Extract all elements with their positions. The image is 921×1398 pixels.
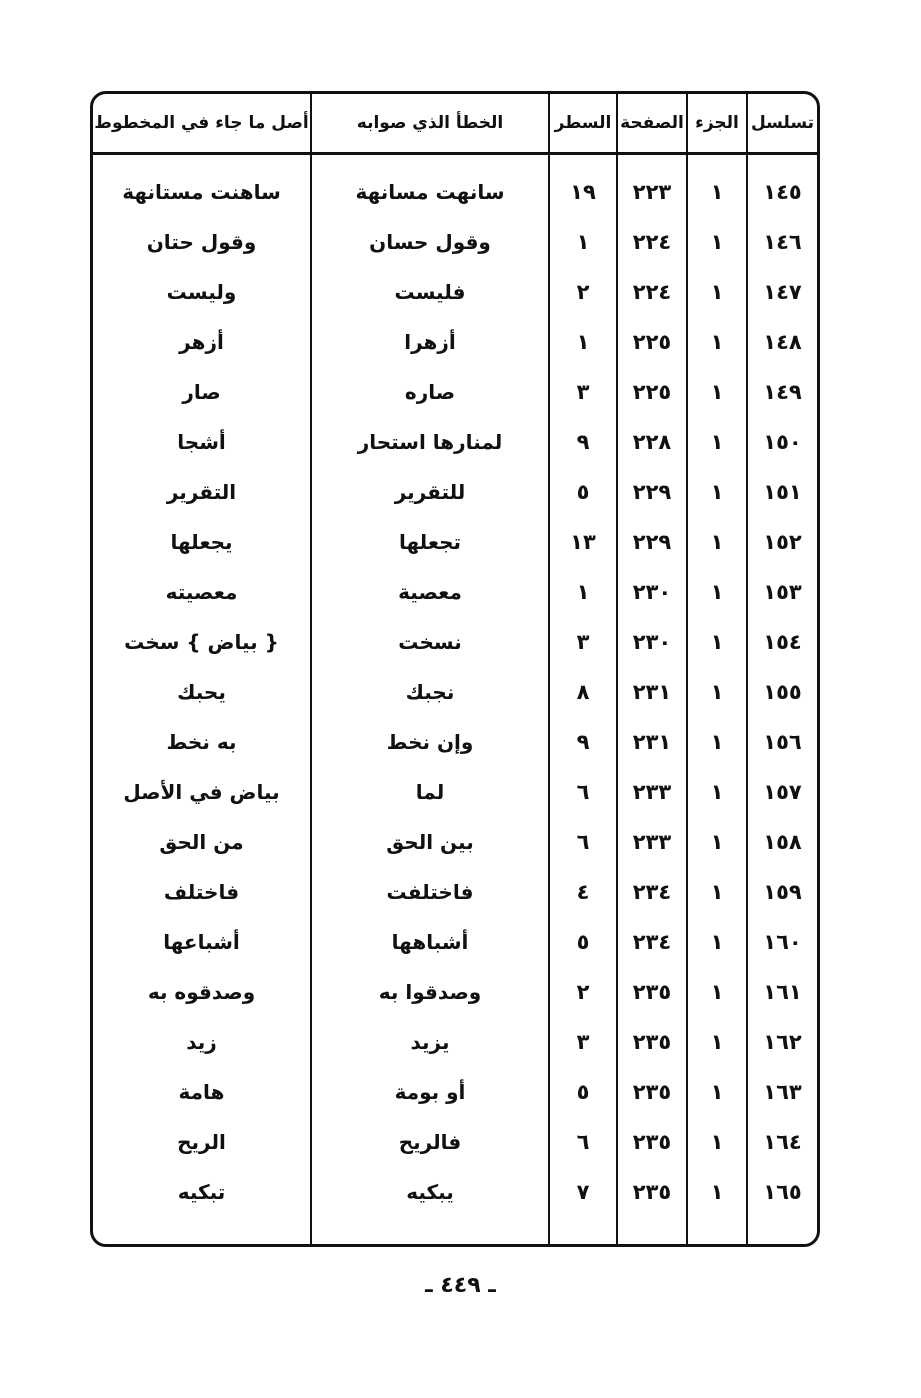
page-number: ـ ٤٤٩ ـ xyxy=(425,1273,496,1298)
table-row xyxy=(93,717,817,767)
cell-serial: ١٤٧ xyxy=(747,267,817,317)
table-row xyxy=(93,317,817,367)
cell-serial: ١٤٥ xyxy=(747,167,817,217)
cell-original: يحبك xyxy=(177,680,226,704)
cell-page: ٢٣٤ xyxy=(617,917,687,967)
cell-original: أزهر xyxy=(179,330,224,354)
table-row xyxy=(93,217,817,267)
cell-correct: أزهرا xyxy=(311,317,549,367)
cell-serial: ١٥٨ xyxy=(747,817,817,867)
cell-line: ٢ xyxy=(549,267,617,317)
header-correct: الخطأ الذي صوابه xyxy=(311,94,549,154)
cell-page: ٢٣٥ xyxy=(617,1167,687,1217)
cell-original: وقول حتان xyxy=(146,230,257,254)
cell-original: معصيته xyxy=(165,580,238,604)
cell-serial: ١٦٢ xyxy=(747,1017,817,1067)
cell-part: ١ xyxy=(687,967,747,1017)
cell-page: ٢٣١ xyxy=(617,717,687,767)
cell-correct: لما xyxy=(311,767,549,817)
table-row xyxy=(93,367,817,417)
cell-line: ٦ xyxy=(549,767,617,817)
cell-original: { بياض } سخت xyxy=(124,630,279,654)
cell-correct: فليست xyxy=(311,267,549,317)
cell-line: ٩ xyxy=(549,717,617,767)
cell-correct: نسخت xyxy=(311,617,549,667)
cell-correct: أو بومة xyxy=(311,1067,549,1117)
cell-line: ٧ xyxy=(549,1167,617,1217)
header-page: الصفحة xyxy=(617,94,687,154)
cell-line: ٥ xyxy=(549,467,617,517)
cell-part: ١ xyxy=(687,617,747,667)
cell-page: ٢٣٣ xyxy=(617,817,687,867)
table-row xyxy=(93,767,817,817)
cell-line: ٨ xyxy=(549,667,617,717)
cell-original: صار xyxy=(182,380,221,404)
cell-serial: ١٥٣ xyxy=(747,567,817,617)
cell-serial: ١٥١ xyxy=(747,467,817,517)
cell-correct: أشباهها xyxy=(311,917,549,967)
cell-line: ٢ xyxy=(549,967,617,1017)
cell-part: ١ xyxy=(687,217,747,267)
cell-part: ١ xyxy=(687,167,747,217)
cell-part: ١ xyxy=(687,517,747,567)
cell-page: ٢٣١ xyxy=(617,667,687,717)
cell-original: بياض في الأصل xyxy=(123,780,280,804)
table-bottom-spacer xyxy=(93,1217,817,1244)
cell-original: به نخط xyxy=(166,730,237,754)
cell-line: ٣ xyxy=(549,1017,617,1067)
cell-page: ٢٢٩ xyxy=(617,467,687,517)
table-row xyxy=(93,967,817,1017)
cell-line: ١٣ xyxy=(549,517,617,567)
cell-page: ٢٣٥ xyxy=(617,967,687,1017)
table-row xyxy=(93,517,817,567)
cell-line: ٣ xyxy=(549,617,617,667)
cell-page: ٢٣٥ xyxy=(617,1067,687,1117)
cell-serial: ١٦١ xyxy=(747,967,817,1017)
cell-line: ٦ xyxy=(549,817,617,867)
table-row xyxy=(93,417,817,467)
cell-original: يجعلها xyxy=(170,530,233,554)
cell-page: ٢٣٣ xyxy=(617,767,687,817)
cell-original: تبكيه xyxy=(177,1180,226,1204)
cell-serial: ١٤٩ xyxy=(747,367,817,417)
cell-line: ١٩ xyxy=(549,167,617,217)
table-row xyxy=(93,1167,817,1217)
cell-part: ١ xyxy=(687,1167,747,1217)
cell-part: ١ xyxy=(687,467,747,517)
cell-line: ٥ xyxy=(549,917,617,967)
cell-correct: معصية xyxy=(311,567,549,617)
cell-part: ١ xyxy=(687,317,747,367)
cell-original: التقرير xyxy=(166,480,237,504)
cell-original: ساهنت مستانهة xyxy=(122,180,281,204)
cell-page: ٢٣٠ xyxy=(617,567,687,617)
table-row xyxy=(93,567,817,617)
cell-correct: فاختلفت xyxy=(311,867,549,917)
cell-serial: ١٥٠ xyxy=(747,417,817,467)
cell-correct: سانهت مسانهة xyxy=(311,167,549,217)
cell-original: فاختلف xyxy=(163,880,240,904)
cell-serial: ١٦٣ xyxy=(747,1067,817,1117)
cell-page: ٢٣٤ xyxy=(617,867,687,917)
cell-correct: للتقرير xyxy=(311,467,549,517)
cell-page: ٢٢٥ xyxy=(617,367,687,417)
header-part: الجزء xyxy=(687,94,747,154)
cell-page: ٢٢٤ xyxy=(617,217,687,267)
cell-serial: ١٥٤ xyxy=(747,617,817,667)
cell-line: ١ xyxy=(549,217,617,267)
cell-part: ١ xyxy=(687,867,747,917)
cell-original: من الحق xyxy=(159,830,244,854)
cell-serial: ١٥٩ xyxy=(747,867,817,917)
cell-page: ٢٣٥ xyxy=(617,1017,687,1067)
table-row xyxy=(93,817,817,867)
cell-serial: ١٥٢ xyxy=(747,517,817,567)
cell-part: ١ xyxy=(687,917,747,967)
cell-original: أشجا xyxy=(177,430,226,454)
cell-part: ١ xyxy=(687,767,747,817)
cell-line: ٦ xyxy=(549,1117,617,1167)
cell-line: ١ xyxy=(549,567,617,617)
cell-original: وصدقوه به xyxy=(147,980,256,1004)
cell-correct: وإن نخط xyxy=(311,717,549,767)
cell-page: ٢٢٤ xyxy=(617,267,687,317)
cell-line: ٥ xyxy=(549,1067,617,1117)
table-row xyxy=(93,1067,817,1117)
cell-part: ١ xyxy=(687,1067,747,1117)
table-header-row xyxy=(93,94,817,154)
cell-correct: وقول حسان xyxy=(311,217,549,267)
cell-correct: بين الحق xyxy=(311,817,549,867)
cell-correct: صاره xyxy=(311,367,549,417)
cell-original: الريح xyxy=(177,1130,226,1154)
cell-part: ١ xyxy=(687,1017,747,1067)
cell-serial: ١٥٧ xyxy=(747,767,817,817)
cell-part: ١ xyxy=(687,667,747,717)
cell-part: ١ xyxy=(687,267,747,317)
errata-table xyxy=(93,94,817,1244)
cell-page: ٢٢٥ xyxy=(617,317,687,367)
table-row xyxy=(93,1117,817,1167)
cell-page: ٢٢٣ xyxy=(617,167,687,217)
cell-part: ١ xyxy=(687,367,747,417)
header-serial: تسلسل xyxy=(747,94,817,154)
cell-serial: ١٦٠ xyxy=(747,917,817,967)
table-row xyxy=(93,617,817,667)
cell-original: هامة xyxy=(178,1080,225,1104)
table-row xyxy=(93,267,817,317)
table-row xyxy=(93,917,817,967)
table-row xyxy=(93,167,817,217)
cell-original: وليست xyxy=(166,280,237,304)
cell-page: ٢٣٥ xyxy=(617,1117,687,1167)
cell-part: ١ xyxy=(687,567,747,617)
cell-page: ٢٢٨ xyxy=(617,417,687,467)
header-original: أصل ما جاء في المخطوط xyxy=(93,94,311,154)
table-body xyxy=(93,154,817,1245)
cell-serial: ١٥٥ xyxy=(747,667,817,717)
table-row xyxy=(93,867,817,917)
header-line: السطر xyxy=(549,94,617,154)
table-top-spacer xyxy=(93,154,817,168)
cell-serial: ١٦٥ xyxy=(747,1167,817,1217)
cell-correct: يزيد xyxy=(311,1017,549,1067)
table-row xyxy=(93,1017,817,1067)
cell-line: ٩ xyxy=(549,417,617,467)
cell-serial: ١٤٨ xyxy=(747,317,817,367)
cell-part: ١ xyxy=(687,817,747,867)
cell-correct: وصدقوا به xyxy=(311,967,549,1017)
cell-page: ٢٢٩ xyxy=(617,517,687,567)
cell-correct: فالريح xyxy=(311,1117,549,1167)
cell-original: زيد xyxy=(186,1030,217,1054)
cell-part: ١ xyxy=(687,417,747,467)
cell-correct: نجبك xyxy=(311,667,549,717)
cell-part: ١ xyxy=(687,1117,747,1167)
cell-page: ٢٣٠ xyxy=(617,617,687,667)
cell-original: أشباعها xyxy=(163,930,240,954)
cell-correct: لمنارها استحار xyxy=(311,417,549,467)
errata-table-frame xyxy=(90,91,820,1247)
cell-serial: ١٤٦ xyxy=(747,217,817,267)
cell-correct: يبكيه xyxy=(311,1167,549,1217)
cell-correct: تجعلها xyxy=(311,517,549,567)
cell-part: ١ xyxy=(687,717,747,767)
table-row xyxy=(93,467,817,517)
cell-serial: ١٦٤ xyxy=(747,1117,817,1167)
cell-serial: ١٥٦ xyxy=(747,717,817,767)
cell-line: ٣ xyxy=(549,367,617,417)
table-row xyxy=(93,667,817,717)
cell-line: ١ xyxy=(549,317,617,367)
cell-line: ٤ xyxy=(549,867,617,917)
